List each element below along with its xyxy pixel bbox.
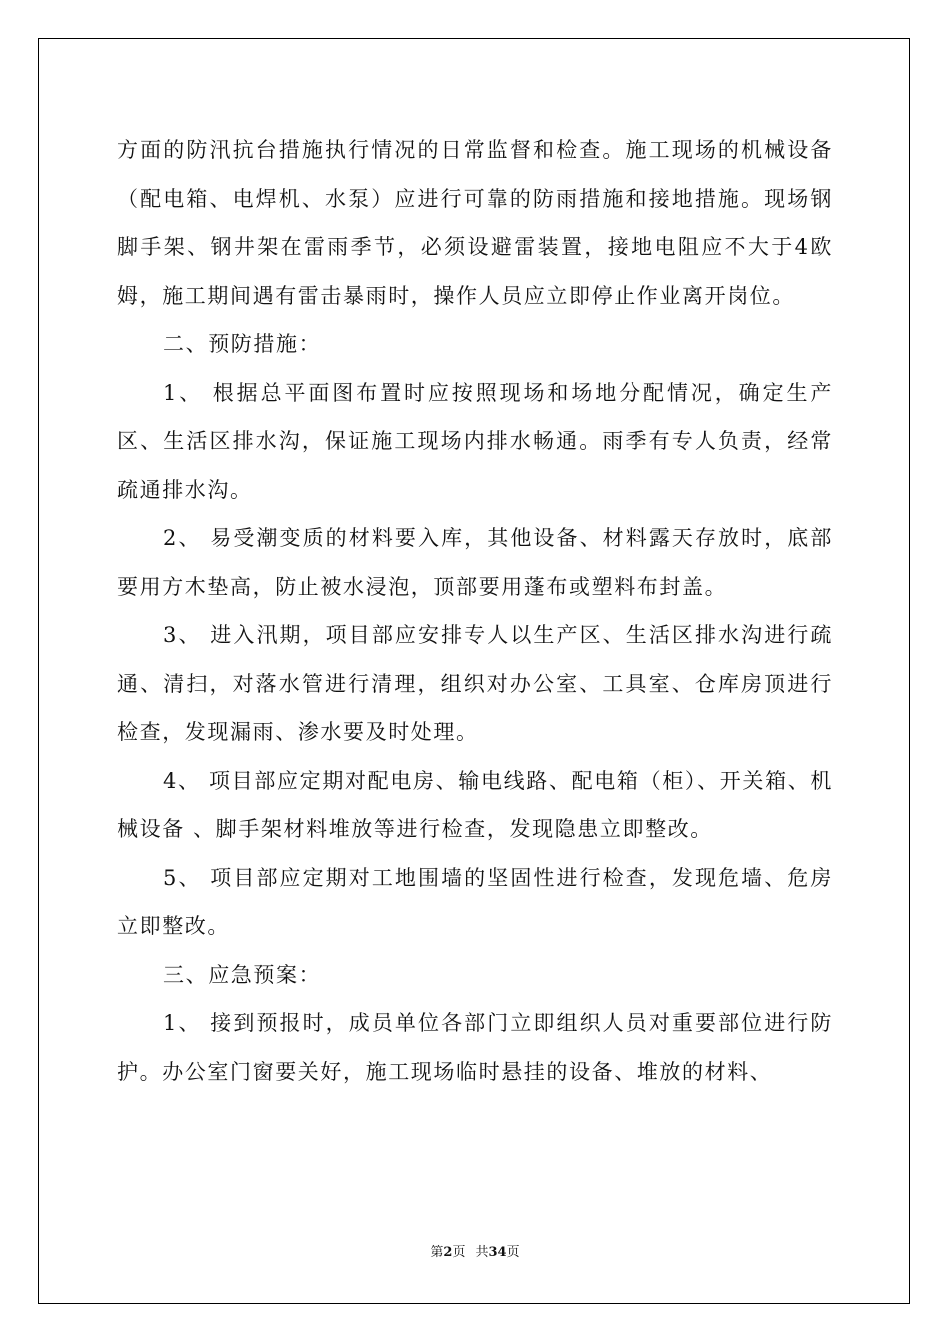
paragraph-prevention-1: 1、 根据总平面图布置时应按照现场和场地分配情况，确定生产区、生活区排水沟，保证施工现场内排水畅通。雨季有专人负责，经常疏通排水沟。 xyxy=(117,380,833,502)
paragraph-prevention-3: 3、 进入汛期，项目部应安排专人以生产区、生活区排水沟进行疏通、清扫，对落水管进行清理，组织对办公室、工具室、仓库房顶进行检查，发现漏雨、渗水要及时处理。 xyxy=(117,623,833,744)
paragraph-prevention-4: 4、 项目部应定期对配电房、输电线路、配电箱（柜）、开关箱、机械设备 、脚手架材料堆放等进行检查，发现隐患立即整改。 xyxy=(117,768,833,841)
total-suffix: 页 xyxy=(506,1245,520,1260)
paragraph-prevention-5: 5、 项目部应定期对工地围墙的坚固性进行检查，发现危墙、危房立即整改。 xyxy=(117,865,833,938)
paragraph-emergency-1: 1、 接到预报时，成员单位各部门立即组织人员对重要部位进行防护。办公室门窗要关好，施工现场临时悬挂的设备、堆放的材料、 xyxy=(117,1011,833,1084)
total-prefix: 共 xyxy=(475,1245,489,1260)
paragraph-1: 方面的防汛抗台措施执行情况的日常监督和检查。施工现场的机械设备（配电箱、电焊机、水泵）应进行可靠的防雨措施和接地措施。现场钢脚手架、钢井架在雷雨季节，必须设避雷装置，接地电阻应不大于4欧姆，施工期间遇有雷击暴雨时，操作人员应立即停止作业离开岗位。 xyxy=(117,138,833,308)
section-heading-prevention: 二、预防措施： xyxy=(163,332,322,356)
total-pages: 34 xyxy=(488,1245,507,1260)
section-heading-emergency: 三、应急预案： xyxy=(163,962,322,987)
page-suffix: 页 xyxy=(452,1245,466,1260)
paragraph-prevention-2: 2、 易受潮变质的材料要入库，其他设备、材料露天存放时，底部要用方木垫高，防止被水浸泡，顶部要用蓬布或塑料布封盖。 xyxy=(117,526,833,599)
page-number: 2 xyxy=(443,1245,453,1260)
page-prefix: 第 xyxy=(430,1245,444,1260)
page-footer xyxy=(0,1243,950,1263)
document-body xyxy=(117,126,833,1096)
